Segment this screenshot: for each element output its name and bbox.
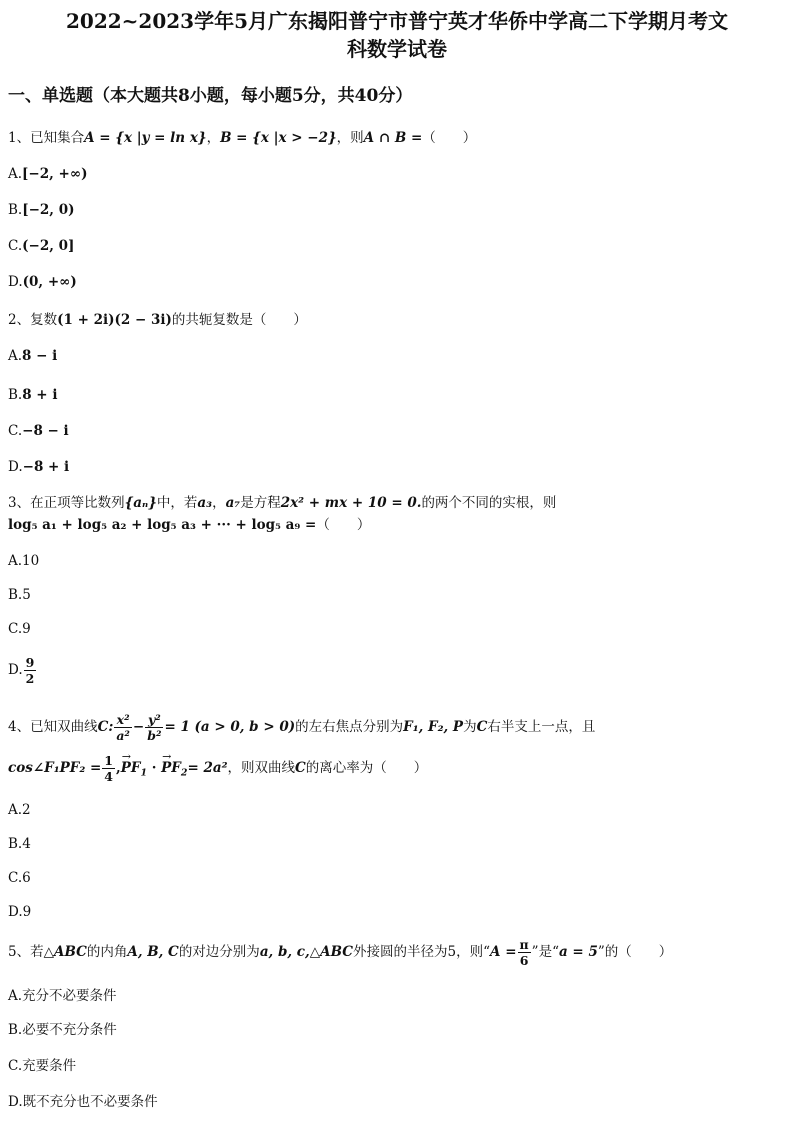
q5-angle-a: A = xyxy=(490,944,517,960)
q5-option-b[interactable]: B.必要不充分条件 xyxy=(8,1022,117,1038)
q3-a3: a₃ xyxy=(197,495,213,511)
q4-text: 为 xyxy=(463,719,477,735)
q4-dot: · xyxy=(147,760,162,776)
q4-curve-c: C xyxy=(295,760,306,776)
q4-text: 的左右焦点分别为 xyxy=(295,719,404,735)
q1-set-a: A = {x |y = ln x} xyxy=(84,130,207,146)
q1-text: 1、已知集合 xyxy=(8,130,85,146)
q3-text: 3、在正项等比数列 xyxy=(8,495,125,511)
q5-option-c[interactable]: C.充要条件 xyxy=(8,1058,77,1074)
q4-vector-pf2 xyxy=(161,749,187,793)
q2-text: 2、复数 xyxy=(8,312,58,328)
fraction-numerator: π xyxy=(519,937,529,952)
question-2-stem xyxy=(8,309,307,331)
q3-sequence: {aₙ} xyxy=(124,495,157,511)
q4-vector-pf1 xyxy=(121,749,147,793)
q4-minus: − xyxy=(132,719,145,735)
q3-comma: ， xyxy=(212,495,226,511)
q5-sides: a, b, c, xyxy=(259,944,310,960)
q4-fraction-y xyxy=(145,712,163,743)
q1-set-b: B = {x |x > −2} xyxy=(220,130,337,146)
q2-option-a[interactable] xyxy=(8,345,57,367)
option-value: [−2, 0) xyxy=(22,202,75,218)
q2-option-c[interactable] xyxy=(8,420,69,442)
vector-subscript: 1 xyxy=(140,767,148,779)
q1-option-a[interactable] xyxy=(8,163,87,185)
q2-option-d[interactable] xyxy=(8,456,69,478)
q3-log-expr: log₅ a₁ + log₅ a₂ + log₅ a₃ + ··· + log₅ a₉ = xyxy=(8,517,317,533)
fraction-denominator: a² xyxy=(116,728,130,743)
q1-sep: ， xyxy=(206,130,221,146)
q5-fraction-pi-sixth xyxy=(518,937,531,968)
option-value: −8 + i xyxy=(22,459,70,475)
fraction-numerator: x² xyxy=(114,712,132,728)
option-value: 8 + i xyxy=(22,387,58,403)
question-3-stem-line2 xyxy=(8,514,370,536)
fraction-numerator: 9 xyxy=(25,655,35,670)
q5-text: 的内角 xyxy=(86,944,128,960)
vector-subscript: 2 xyxy=(180,767,188,779)
q1-option-c[interactable] xyxy=(8,235,74,257)
fraction-denominator: b² xyxy=(147,728,162,743)
option-value: 8 − i xyxy=(22,348,58,364)
q5-triangle: ABC xyxy=(320,944,354,960)
option-label: C. xyxy=(8,423,23,439)
fraction-denominator: 4 xyxy=(104,769,113,784)
q1-expr: A ∩ B = xyxy=(363,130,423,146)
q3-option-d[interactable] xyxy=(8,652,37,688)
option-label: D. xyxy=(8,274,23,290)
q4-option-c[interactable]: C.6 xyxy=(8,870,31,886)
vector-text: PF xyxy=(161,760,181,776)
q4-text: 4、已知双曲线 xyxy=(8,719,98,735)
q4-option-a[interactable]: A.2 xyxy=(8,802,31,818)
exam-title-line1: 2022~2023学年5月广东揭阳普宁市普宁英才华侨中学高二下学期月考文 xyxy=(65,9,728,33)
q5-angles: A, B, C xyxy=(127,944,179,960)
q4-points: F₁, F₂, P xyxy=(403,719,464,735)
fraction-numerator: 1 xyxy=(104,753,113,768)
vector-text: PF xyxy=(120,760,141,776)
q4-condition: = 1 (a > 0, b > 0) xyxy=(164,719,296,735)
section-heading-single-choice: 一、单选题（本大题共8小题，每小题5分，共40分） xyxy=(8,86,413,106)
question-5-stem xyxy=(8,933,672,971)
q3-option-c[interactable]: C.9 xyxy=(8,621,31,637)
q5-text: △ xyxy=(309,944,321,960)
q4-vector-eq: = 2a² xyxy=(187,760,228,776)
q5-text: 外接圆的半径为5，则“ xyxy=(353,944,491,960)
q5-side-a: a = 5 xyxy=(558,944,598,960)
question-4-stem-line1 xyxy=(8,708,595,746)
q5-text: ”是“ xyxy=(531,944,559,960)
option-value: (0, +∞) xyxy=(22,274,77,290)
question-1-stem xyxy=(8,127,476,149)
option-label: B. xyxy=(8,387,23,403)
option-label: C. xyxy=(8,238,23,254)
q4-cos-expr: cos∠F₁PF₂ = xyxy=(8,760,102,776)
q4-curve-c: C: xyxy=(97,719,114,735)
q4-option-b[interactable]: B.4 xyxy=(8,836,31,852)
q1-text-mid: ，则 xyxy=(336,130,364,146)
q5-triangle: ABC xyxy=(53,944,87,960)
option-value: −8 − i xyxy=(22,423,69,439)
question-4-stem-line2: cos∠F₁PF₂ = $\frac{1}{4}$ ,→ $PF_1$ · → $PF_2= 2a^2$，则双曲线C的离心率为（ ） xyxy=(8,749,427,793)
exam-title-line2: 科数学试卷 xyxy=(347,37,447,61)
q5-text: ”的（ ） xyxy=(597,944,673,960)
q3-text: 是方程 xyxy=(240,495,281,511)
option-label: D. xyxy=(8,662,23,678)
q5-text: 的对边分别为 xyxy=(178,944,260,960)
question-3-stem-line1 xyxy=(8,492,556,514)
q5-option-a[interactable]: A.充分不必要条件 xyxy=(8,988,117,1004)
q5-text: 5、若△ xyxy=(8,944,54,960)
q2-text-suffix: 的共轭复数是（ ） xyxy=(171,312,307,328)
q4-text: 右半支上一点，且 xyxy=(487,719,596,735)
q3-a7: a₇ xyxy=(225,495,241,511)
option-label: A. xyxy=(8,166,23,182)
q4-fraction-quarter xyxy=(102,753,115,784)
q1-paren: （ ） xyxy=(422,130,477,146)
q2-option-b[interactable] xyxy=(8,384,57,406)
fraction-denominator: 6 xyxy=(519,953,529,968)
fraction-denominator: 2 xyxy=(25,671,35,686)
q4-curve-c: C xyxy=(476,719,488,735)
q4-option-d[interactable]: D.9 xyxy=(8,904,32,920)
q3-equation: 2x² + mx + 10 = 0. xyxy=(280,495,422,511)
q3-paren: （ ） xyxy=(316,517,371,533)
option-label: B. xyxy=(8,202,23,218)
q3-option-a[interactable]: A.10 xyxy=(8,553,40,569)
q5-option-d[interactable]: D.既不充分也不必要条件 xyxy=(8,1094,158,1110)
q3-fraction-nine-halves xyxy=(24,655,37,686)
q4-text: 的离心率为（ ） xyxy=(305,760,428,776)
option-value: (−2, 0] xyxy=(22,238,75,254)
q4-text: ，则双曲线 xyxy=(227,760,296,776)
option-value: [−2, +∞) xyxy=(22,166,88,182)
q3-text: 的两个不同的实根，则 xyxy=(421,495,557,511)
option-label: D. xyxy=(8,459,23,475)
q1-option-d[interactable] xyxy=(8,271,77,293)
fraction-numerator: y² xyxy=(145,712,163,728)
q2-expr: (1 + 2i)(2 − 3i) xyxy=(57,312,172,328)
q3-option-b[interactable]: B.5 xyxy=(8,587,31,603)
q1-option-b[interactable] xyxy=(8,199,75,221)
q3-text: 中，若 xyxy=(156,495,198,511)
option-label: A. xyxy=(8,348,23,364)
